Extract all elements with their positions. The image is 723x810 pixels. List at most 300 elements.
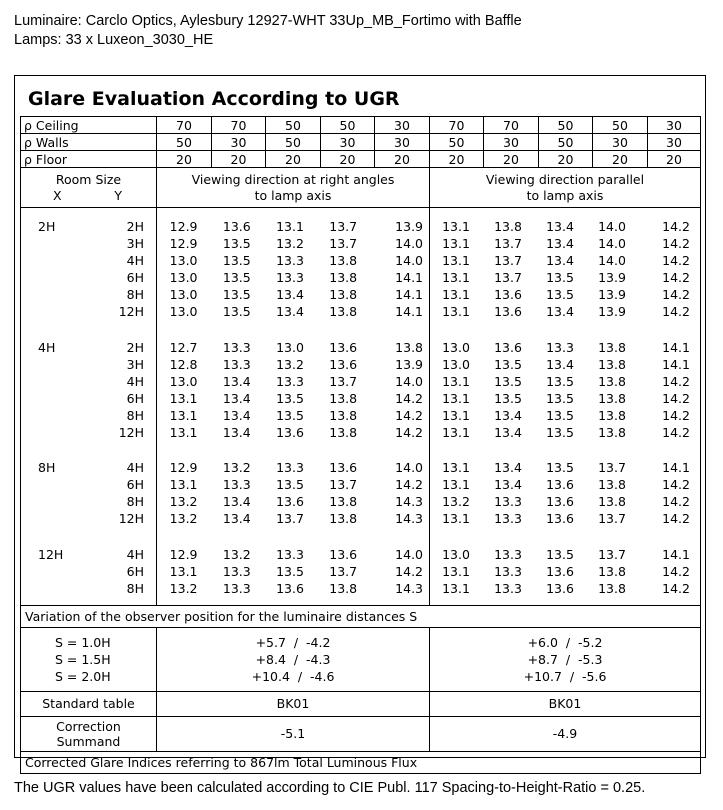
room-size-row — [21, 546, 156, 563]
ugr-value: 13.2 — [169, 580, 198, 596]
ugr-value: 14.2 — [662, 390, 690, 406]
corrected-glare-note: Corrected Glare Indices referring to 867lm Total Luminous Flux — [21, 751, 701, 773]
ugr-value: 13.4 — [546, 356, 574, 372]
reflectance-value: 50 — [266, 117, 321, 134]
viewing-parallel-line2: to lamp axis — [526, 187, 604, 203]
ugr-value: 13.5 — [546, 270, 574, 286]
ugr-value: 13.6 — [546, 494, 574, 510]
ugr-value: 13.7 — [329, 236, 358, 252]
ugr-value: 13.4 — [276, 304, 304, 320]
ugr-value: 13.7 — [276, 511, 304, 527]
spacing-label: S = 2.0H — [55, 668, 111, 684]
ugr-value: 13.3 — [494, 546, 522, 562]
ugr-value: 14.2 — [662, 287, 690, 303]
ugr-value: 13.5 — [222, 236, 251, 252]
reflectance-value: 30 — [648, 134, 701, 151]
ugr-row-right-angles — [157, 269, 429, 286]
ugr-row-right-angles — [157, 407, 429, 424]
ugr-row-right-angles — [157, 546, 429, 563]
ugr-value: 13.6 — [276, 425, 304, 441]
ugr-value: 13.5 — [222, 270, 251, 286]
ugr-value: 13.6 — [546, 511, 574, 527]
ugr-value: 13.1 — [442, 270, 470, 286]
room-group — [21, 536, 156, 605]
ugr-value: 13.8 — [329, 270, 358, 286]
ugr-value: 12.9 — [169, 460, 198, 476]
ugr-value: 13.8 — [598, 580, 626, 596]
viewing-parallel-header — [430, 168, 701, 208]
ugr-value: 12.8 — [169, 356, 198, 372]
ugr-value: 14.2 — [662, 236, 690, 252]
spacing-label: S = 1.0H — [55, 634, 111, 650]
ugr-value: 14.2 — [395, 563, 424, 579]
spacing-right-angles-value: +8.4 / -4.3 — [255, 651, 331, 667]
ugr-value: 14.2 — [662, 511, 690, 527]
reflectance-value: 30 — [648, 117, 701, 134]
ugr-value: 13.4 — [222, 511, 251, 527]
reflectance-row — [21, 117, 701, 134]
ugr-value: 13.6 — [222, 219, 251, 234]
ugr-value: 13.1 — [442, 477, 470, 493]
ugr-value: 14.2 — [662, 425, 690, 441]
ugr-row-right-angles — [157, 252, 429, 269]
ugr-value: 13.2 — [222, 546, 251, 562]
ugr-row-parallel — [430, 493, 700, 510]
room-group — [21, 208, 156, 329]
ugr-value: 13.4 — [494, 407, 522, 423]
ugr-value: 13.8 — [598, 563, 626, 579]
ugr-value: 13.3 — [546, 339, 574, 355]
ugr-row-parallel — [430, 424, 700, 441]
ugr-value: 13.1 — [442, 580, 470, 596]
ugr-value: 13.4 — [494, 425, 522, 441]
reflectance-value: 30 — [593, 134, 648, 151]
correction-label-line1: Correction — [56, 718, 121, 734]
ugr-value: 13.3 — [222, 339, 251, 355]
ugr-row-right-angles — [157, 286, 429, 303]
ugr-value: 13.8 — [329, 253, 358, 269]
ugr-value: 13.1 — [442, 425, 470, 441]
ugr-value: 13.4 — [222, 390, 251, 406]
reflectance-value: 50 — [539, 134, 593, 151]
reflectance-value: 20 — [484, 151, 539, 168]
ugr-value: 13.6 — [546, 580, 574, 596]
reflectance-value: 70 — [484, 117, 539, 134]
reflectance-value: 20 — [266, 151, 321, 168]
room-group — [21, 449, 156, 535]
ugr-value: 13.7 — [494, 270, 522, 286]
room-size-row — [21, 269, 156, 286]
ugr-value: 14.2 — [662, 477, 690, 493]
spacing-right-angles — [157, 627, 430, 691]
reflectance-value: 50 — [266, 134, 321, 151]
ugr-value: 13.3 — [222, 477, 251, 493]
ugr-row-parallel — [430, 252, 700, 269]
correction-right-angles: -5.1 — [157, 716, 430, 751]
ugr-value: 12.9 — [169, 546, 198, 562]
ugr-value: 13.6 — [494, 287, 522, 303]
ugr-value: 13.0 — [442, 356, 470, 372]
ugr-value: 14.1 — [662, 460, 690, 476]
ugr-value: 13.6 — [329, 546, 358, 562]
ugr-value: 13.8 — [395, 339, 424, 355]
ugr-value: 13.9 — [598, 287, 626, 303]
ugr-value: 13.8 — [598, 425, 626, 441]
correction-row — [21, 716, 701, 751]
ugr-value: 14.2 — [662, 407, 690, 423]
reflectance-value: 20 — [430, 151, 484, 168]
ugr-value: 13.6 — [329, 460, 358, 476]
ugr-row-parallel — [430, 339, 700, 356]
ugr-value: 14.0 — [598, 253, 626, 269]
reflectance-value: 30 — [212, 134, 266, 151]
room-size-row — [21, 235, 156, 252]
ugr-value: 13.8 — [494, 219, 522, 234]
reflectance-value: 70 — [157, 117, 212, 134]
ugr-value: 14.1 — [662, 356, 690, 372]
room-size-x-label: X — [53, 187, 62, 203]
ugr-value: 13.7 — [494, 253, 522, 269]
reflectance-value: 20 — [539, 151, 593, 168]
ugr-value: 13.1 — [169, 407, 198, 423]
ugr-value: 13.4 — [546, 236, 574, 252]
room-size-y-label: Y — [114, 187, 122, 203]
ugr-value: 13.7 — [329, 219, 358, 234]
ugr-row-right-angles — [157, 424, 429, 441]
ugr-value: 13.5 — [494, 390, 522, 406]
ugr-value: 14.1 — [395, 287, 424, 303]
ugr-value: 14.0 — [395, 236, 424, 252]
ugr-value: 12.9 — [169, 219, 198, 234]
ugr-value: 14.2 — [662, 494, 690, 510]
room-group — [157, 208, 429, 329]
ugr-value: 13.4 — [222, 407, 251, 423]
ugr-value: 13.3 — [222, 580, 251, 596]
ugr-value: 14.3 — [395, 494, 424, 510]
ugr-value: 13.4 — [222, 373, 251, 389]
ugr-value: 13.0 — [169, 253, 198, 269]
ugr-value: 14.2 — [395, 390, 424, 406]
ugr-value: 13.1 — [442, 219, 470, 234]
viewing-right-angles-line1: Viewing direction at right angles — [191, 171, 395, 187]
ugr-value: 13.8 — [598, 373, 626, 389]
ugr-value: 13.8 — [329, 511, 358, 527]
room-group — [157, 449, 429, 535]
ugr-value: 13.1 — [169, 390, 198, 406]
ugr-value: 13.7 — [598, 460, 626, 476]
reflectance-label: ρ Ceiling — [21, 117, 157, 134]
ugr-row-right-angles — [157, 476, 429, 493]
ugr-row-right-angles — [157, 493, 429, 510]
spacing-parallel-value: +8.7 / -5.3 — [527, 651, 603, 667]
room-size-row — [21, 563, 156, 580]
reflectance-value: 50 — [539, 117, 593, 134]
reflectance-value: 30 — [484, 134, 539, 151]
spacing-label: S = 1.5H — [55, 651, 111, 667]
room-size-row — [21, 407, 156, 424]
ugr-value: 13.0 — [169, 287, 198, 303]
room-group — [430, 449, 700, 535]
ugr-value: 13.0 — [442, 339, 470, 355]
reflectance-value: 20 — [321, 151, 375, 168]
ugr-value: 14.0 — [598, 236, 626, 252]
page-title: Glare Evaluation According to UGR — [28, 88, 400, 110]
ugr-value: 14.1 — [662, 339, 690, 355]
ugr-value: 13.5 — [546, 425, 574, 441]
viewing-right-angles-header — [157, 168, 430, 208]
room-size-row — [21, 493, 156, 510]
room-y: 12H — [118, 425, 144, 441]
ugr-row-parallel — [430, 373, 700, 390]
correction-parallel: -4.9 — [430, 716, 701, 751]
reflectance-value: 20 — [157, 151, 212, 168]
ugr-value: 13.2 — [222, 460, 251, 476]
ugr-value: 13.1 — [442, 460, 470, 476]
ugr-value: 13.4 — [494, 477, 522, 493]
ugr-row-parallel — [430, 580, 700, 597]
room-y: 6H — [126, 477, 144, 493]
ugr-value: 13.5 — [276, 477, 304, 493]
ugr-value: 14.0 — [395, 460, 424, 476]
ugr-value: 13.8 — [329, 304, 358, 320]
ugr-row-parallel — [430, 390, 700, 407]
reflectance-value: 30 — [375, 134, 430, 151]
ugr-value: 13.5 — [222, 287, 251, 303]
ugr-value: 13.5 — [546, 390, 574, 406]
ugr-value: 13.7 — [598, 511, 626, 527]
ugr-value: 13.7 — [329, 563, 358, 579]
reflectance-value: 50 — [430, 134, 484, 151]
reflectance-value: 70 — [430, 117, 484, 134]
ugr-row-parallel — [430, 510, 700, 527]
ugr-row-right-angles — [157, 235, 429, 252]
reflectance-value: 20 — [648, 151, 701, 168]
room-y: 4H — [126, 546, 144, 562]
room-size-row — [21, 218, 156, 235]
ugr-row-right-angles — [157, 390, 429, 407]
ugr-value: 14.2 — [395, 425, 424, 441]
ugr-value: 13.5 — [546, 373, 574, 389]
ugr-value: 13.1 — [169, 563, 198, 579]
ugr-value: 13.1 — [442, 407, 470, 423]
room-x: 12H — [38, 546, 64, 562]
ugr-row-parallel — [430, 563, 700, 580]
room-size-header — [21, 168, 157, 208]
ugr-value: 13.1 — [442, 563, 470, 579]
ugr-row-right-angles — [157, 303, 429, 320]
ugr-value: 13.8 — [329, 425, 358, 441]
room-group — [430, 536, 700, 605]
ugr-row-right-angles — [157, 356, 429, 373]
ugr-value: 13.9 — [598, 304, 626, 320]
ugr-value: 13.7 — [329, 477, 358, 493]
ugr-value: 13.9 — [395, 219, 424, 234]
room-y: 3H — [126, 356, 144, 372]
ugr-row-parallel — [430, 476, 700, 493]
ugr-row-right-angles — [157, 563, 429, 580]
room-size-row — [21, 356, 156, 373]
reflectance-row — [21, 134, 701, 151]
ugr-value: 14.0 — [395, 546, 424, 562]
room-size-row — [21, 424, 156, 441]
reflectance-value: 20 — [375, 151, 430, 168]
ugr-value: 14.2 — [395, 407, 424, 423]
ugr-value: 13.3 — [276, 270, 304, 286]
ugr-value: 13.4 — [546, 304, 574, 320]
room-y: 8H — [126, 287, 144, 303]
ugr-value: 13.8 — [329, 287, 358, 303]
ugr-value: 14.2 — [662, 563, 690, 579]
ugr-value: 13.0 — [169, 373, 198, 389]
standard-table-row — [21, 691, 701, 716]
ugr-value: 13.2 — [169, 494, 198, 510]
lamps-line: Lamps: 33 x Luxeon_3030_HE — [14, 32, 214, 48]
ugr-value: 13.4 — [546, 253, 574, 269]
ugr-value: 13.5 — [276, 390, 304, 406]
ugr-value: 13.9 — [395, 356, 424, 372]
room-size-column — [21, 208, 157, 606]
room-size-row — [21, 339, 156, 356]
ugr-value: 13.6 — [329, 339, 358, 355]
ugr-value: 13.6 — [494, 304, 522, 320]
ugr-value: 13.1 — [442, 390, 470, 406]
ugr-row-right-angles — [157, 339, 429, 356]
ugr-value: 14.1 — [395, 270, 424, 286]
ugr-row-right-angles — [157, 459, 429, 476]
variation-note: Variation of the observer position for the luminaire distances S — [21, 605, 701, 627]
reflectance-value: 20 — [593, 151, 648, 168]
ugr-value: 13.6 — [329, 356, 358, 372]
correction-label — [21, 716, 157, 751]
correction-label-line2: Summand — [56, 733, 121, 749]
reflectance-value: 50 — [157, 134, 212, 151]
ugr-value: 13.6 — [276, 494, 304, 510]
reflectance-label: ρ Floor — [21, 151, 157, 168]
spacing-parallel-value: +10.7 / -5.6 — [523, 668, 607, 684]
ugr-value: 13.9 — [598, 270, 626, 286]
ugr-value: 13.5 — [276, 563, 304, 579]
ugr-value: 13.3 — [494, 580, 522, 596]
ugr-value: 13.6 — [276, 580, 304, 596]
ugr-value: 13.0 — [276, 339, 304, 355]
ugr-value: 13.1 — [442, 373, 470, 389]
ugr-row-parallel — [430, 407, 700, 424]
room-size-row — [21, 252, 156, 269]
ugr-value: 13.1 — [169, 477, 198, 493]
spacing-labels — [21, 627, 157, 691]
room-y: 3H — [126, 236, 144, 252]
ugr-row-parallel — [430, 303, 700, 320]
ugr-value: 13.8 — [598, 407, 626, 423]
reflectance-value: 50 — [593, 117, 648, 134]
ugr-value: 13.1 — [442, 511, 470, 527]
ugr-value: 13.1 — [276, 219, 304, 234]
room-y: 8H — [126, 580, 144, 596]
footer-note: The UGR values have been calculated according to CIE Publ. 117 Spacing-to-Height-Ratio = 0.25. — [14, 780, 646, 796]
ugr-value: 13.2 — [169, 511, 198, 527]
room-group — [157, 536, 429, 605]
parallel-values — [430, 208, 701, 606]
ugr-value: 14.2 — [662, 304, 690, 320]
ugr-value: 13.8 — [329, 390, 358, 406]
room-y: 6H — [126, 270, 144, 286]
reflectance-value: 50 — [321, 117, 375, 134]
room-group — [430, 208, 700, 329]
ugr-value: 13.6 — [546, 477, 574, 493]
ugr-value: 14.2 — [662, 219, 690, 234]
ugr-value: 13.6 — [546, 563, 574, 579]
ugr-value: 13.1 — [442, 287, 470, 303]
ugr-value: 14.3 — [395, 511, 424, 527]
ugr-row-right-angles — [157, 580, 429, 597]
reflectance-label: ρ Walls — [21, 134, 157, 151]
ugr-row-parallel — [430, 235, 700, 252]
ugr-value: 13.3 — [494, 563, 522, 579]
room-size-row — [21, 459, 156, 476]
ugr-value: 13.0 — [169, 304, 198, 320]
ugr-value: 13.1 — [169, 425, 198, 441]
ugr-value: 13.1 — [442, 236, 470, 252]
luminaire-line: Luminaire: Carclo Optics, Aylesbury 12927-WHT 33Up_MB_Fortimo with Baffle — [14, 13, 522, 29]
ugr-value: 13.3 — [276, 373, 304, 389]
ugr-row-parallel — [430, 269, 700, 286]
standard-table-parallel: BK01 — [430, 691, 701, 716]
ugr-value: 13.3 — [222, 563, 251, 579]
ugr-value: 13.1 — [442, 253, 470, 269]
ugr-value: 14.0 — [395, 253, 424, 269]
ugr-value: 13.7 — [598, 546, 626, 562]
ugr-value: 14.2 — [662, 580, 690, 596]
reflectance-value: 70 — [212, 117, 266, 134]
ugr-value: 13.3 — [494, 494, 522, 510]
room-group — [157, 329, 429, 450]
ugr-value: 14.3 — [395, 580, 424, 596]
ugr-value: 13.5 — [222, 304, 251, 320]
reflectance-value: 20 — [212, 151, 266, 168]
room-y: 4H — [126, 253, 144, 269]
ugr-value: 13.5 — [546, 546, 574, 562]
ugr-value: 13.2 — [276, 236, 304, 252]
ugr-value: 13.0 — [442, 546, 470, 562]
ugr-row-parallel — [430, 356, 700, 373]
ugr-value: 13.3 — [276, 460, 304, 476]
ugr-value: 14.0 — [598, 219, 626, 234]
ugr-row-right-angles — [157, 373, 429, 390]
ugr-data-row — [21, 208, 701, 606]
ugr-value: 14.2 — [395, 477, 424, 493]
room-y: 12H — [118, 304, 144, 320]
room-y: 2H — [126, 339, 144, 355]
room-y: 12H — [118, 511, 144, 527]
ugr-value: 13.5 — [546, 460, 574, 476]
room-y: 2H — [126, 219, 144, 234]
viewing-right-angles-line2: to lamp axis — [254, 187, 332, 203]
room-size-row — [21, 303, 156, 320]
room-y: 6H — [126, 563, 144, 579]
ugr-row-parallel — [430, 218, 700, 235]
ugr-value: 13.8 — [329, 580, 358, 596]
spacing-parallel — [430, 627, 701, 691]
standard-table-label: Standard table — [21, 691, 157, 716]
ugr-value: 13.4 — [276, 287, 304, 303]
spacing-right-angles-value: +5.7 / -4.2 — [255, 634, 331, 650]
ugr-value: 13.5 — [494, 356, 522, 372]
ugr-value: 13.7 — [329, 373, 358, 389]
room-x: 4H — [38, 339, 56, 355]
ugr-value: 13.3 — [494, 511, 522, 527]
ugr-value: 14.1 — [662, 546, 690, 562]
room-y: 8H — [126, 494, 144, 510]
